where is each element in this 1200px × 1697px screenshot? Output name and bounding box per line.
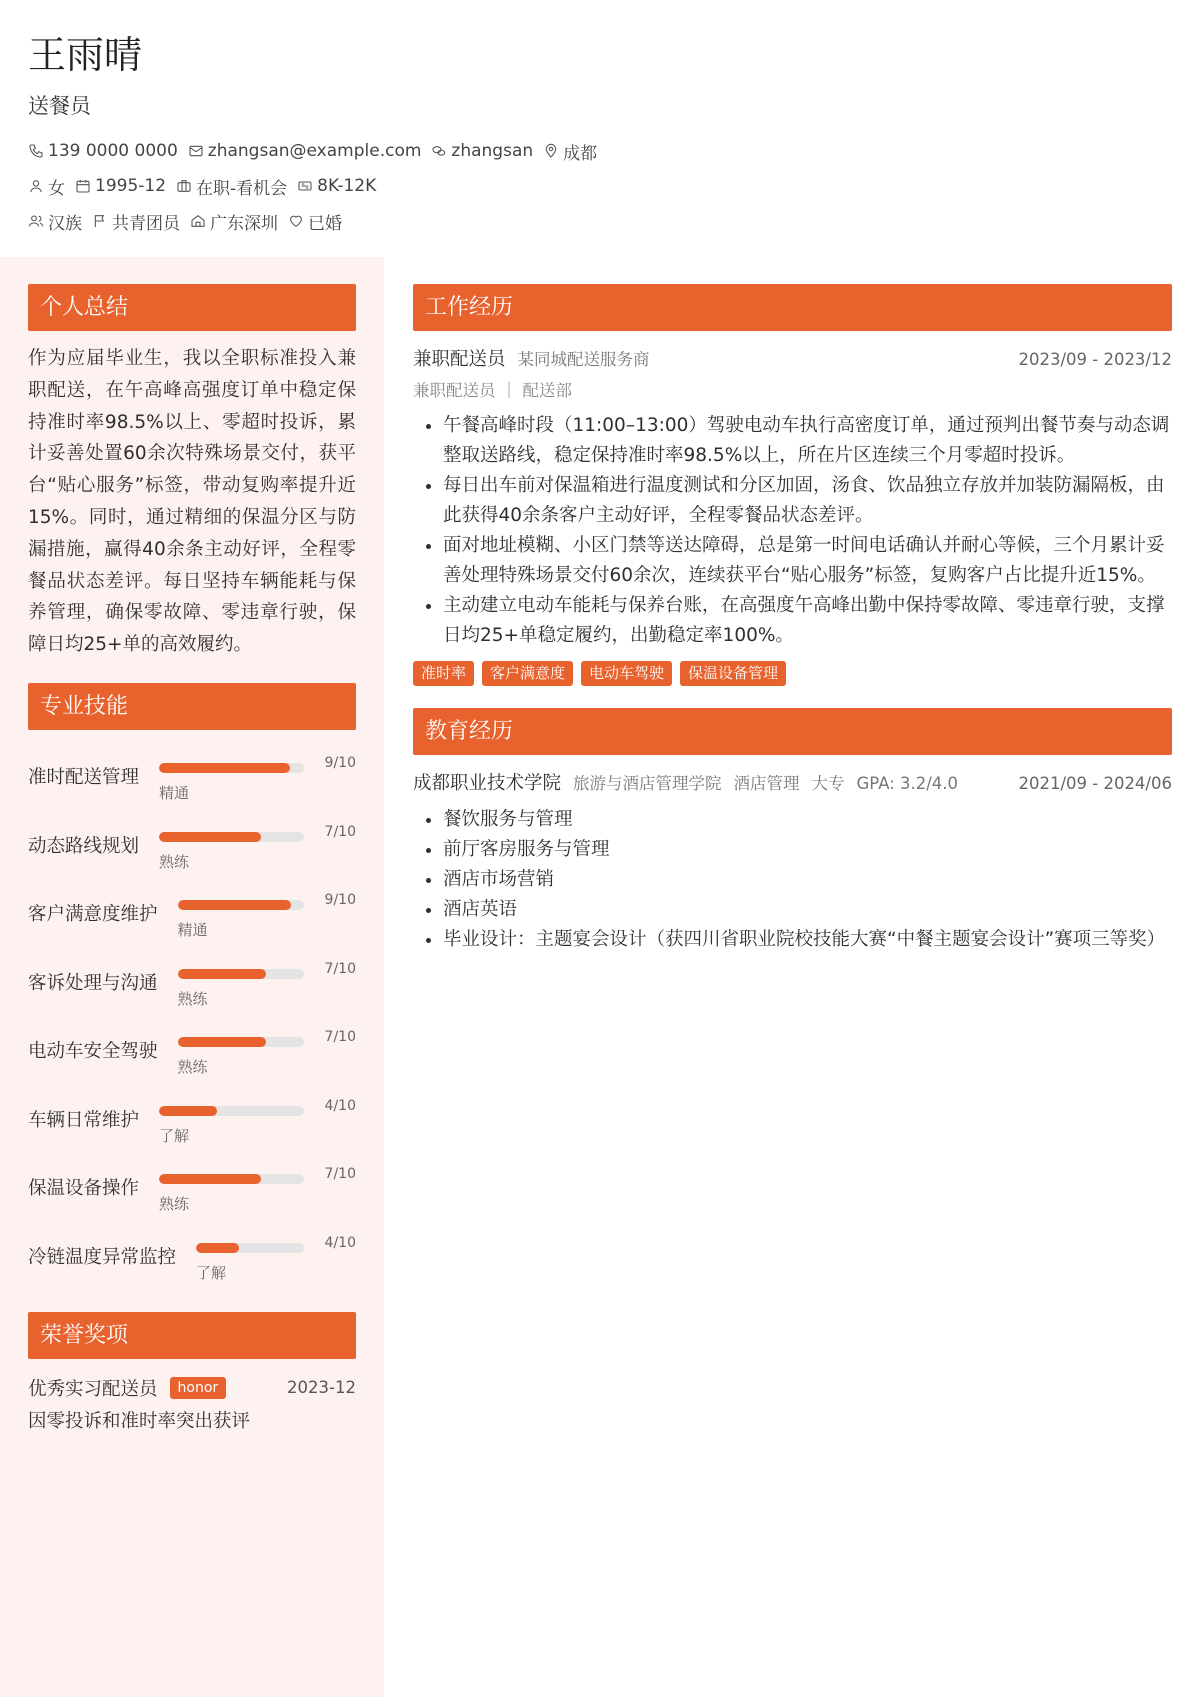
job-tags bbox=[413, 661, 1172, 686]
list-item: • 午餐高峰时段（11:00–13:00）驾驶电动车执行高密度订单，通过预判出餐节奏与动态调整取送路线，稳定保持准时率98.5%以上，所在片区连续三个月零超时投诉。 bbox=[443, 411, 1172, 471]
details-row-1 bbox=[28, 173, 1172, 199]
skill-meter bbox=[196, 1231, 356, 1281]
skill-name: 车辆日常维护 bbox=[28, 1109, 140, 1131]
skill-bar-fill bbox=[159, 763, 289, 773]
honor-description: 因零投诉和准时率突出获评 bbox=[28, 1410, 251, 1432]
job-title: 兼职配送员 bbox=[413, 349, 506, 370]
major-name: 酒店管理 bbox=[733, 774, 800, 793]
list-item: • 餐饮服务与管理 bbox=[443, 805, 1172, 835]
skill-row bbox=[28, 879, 356, 948]
skill-row bbox=[28, 1084, 356, 1153]
skill-meter bbox=[178, 957, 356, 1007]
skill-name: 客诉处理与沟通 bbox=[28, 972, 158, 994]
left-column bbox=[28, 284, 356, 1433]
degree: 大专 bbox=[811, 774, 845, 793]
skill-name: 动态路线规划 bbox=[28, 835, 140, 857]
skill-level: 熟练 bbox=[177, 1058, 208, 1077]
skill-name: 客户满意度维护 bbox=[28, 904, 158, 926]
skill-meter bbox=[178, 888, 356, 938]
skill-meter bbox=[159, 751, 356, 801]
wechat-icon bbox=[431, 143, 447, 159]
location-item: 成都 bbox=[543, 139, 597, 164]
skill-level: 熟练 bbox=[159, 852, 190, 871]
skill-bar-fill bbox=[159, 1174, 260, 1184]
right-column bbox=[413, 284, 1172, 955]
skill-score: 4/10 bbox=[324, 1234, 356, 1251]
tag: 电动车驾驶 bbox=[581, 661, 672, 686]
resume-header bbox=[28, 30, 1172, 234]
job-bullets bbox=[413, 411, 1172, 651]
birth-item: 1995-12 bbox=[75, 176, 166, 196]
skills-list bbox=[28, 742, 356, 1290]
skill-bar-fill bbox=[196, 1243, 239, 1253]
skill-row bbox=[28, 1016, 356, 1085]
honors-section-title: 荣誉奖项 bbox=[28, 1312, 356, 1359]
home-icon bbox=[190, 213, 206, 229]
skill-score: 9/10 bbox=[324, 892, 356, 909]
skill-score: 7/10 bbox=[324, 960, 356, 977]
skill-level: 了解 bbox=[196, 1263, 227, 1282]
honor-date: 2023-12 bbox=[287, 1378, 356, 1398]
briefcase-icon bbox=[176, 178, 192, 194]
summary-text: 作为应届毕业生，我以全职标准投入兼职配送，在午高峰高强度订单中稳定保持准时率98.5%以上、零超时投诉，累计妥善处置60余次特殊场景交付，获平台“贴心服务”标签，带动复购率提升近15%。同时，通过精细的保温分区与防漏措施，赢得40余条主动好评，全程零餐品状态差评。每日坚持车辆能耗与保养管理，确保零故障、零违章行驶，保障日均25+单的高效履约。 bbox=[28, 348, 356, 656]
hometown-item: 广东深圳 bbox=[190, 209, 278, 234]
skills-section-title: 专业技能 bbox=[28, 683, 356, 730]
skill-row bbox=[28, 1153, 356, 1222]
tag: 客户满意度 bbox=[482, 661, 573, 686]
phone-icon bbox=[28, 143, 44, 159]
phone-item[interactable]: 139 0000 0000 bbox=[28, 141, 178, 161]
tag: 保温设备管理 bbox=[680, 661, 786, 686]
skill-meter bbox=[159, 820, 356, 870]
heart-icon bbox=[288, 213, 304, 229]
college-name: 旅游与酒店管理学院 bbox=[573, 774, 722, 793]
gpa: GPA: 3.2/4.0 bbox=[856, 774, 959, 793]
education-header bbox=[413, 769, 1172, 795]
honor-badge: honor bbox=[170, 1377, 227, 1399]
skill-row bbox=[28, 810, 356, 879]
gender-item: 女 bbox=[28, 174, 65, 199]
user-icon bbox=[28, 178, 44, 194]
skill-level: 精通 bbox=[177, 921, 208, 940]
job-date: 2023/09 - 2023/12 bbox=[1018, 350, 1172, 369]
list-item: • 面对地址模糊、小区门禁等送达障碍，总是第一时间电话确认并耐心等候，三个月累计妥善处理特殊场景交付60余次，连续获平台“贴心服务”标签，复购客户占比提升近15%。 bbox=[443, 531, 1172, 591]
skill-bar-fill bbox=[159, 1106, 217, 1116]
skill-row bbox=[28, 947, 356, 1016]
details-row-2 bbox=[28, 208, 1172, 234]
skill-bar bbox=[178, 969, 304, 979]
skill-meter bbox=[178, 1025, 356, 1075]
skill-name: 准时配送管理 bbox=[28, 767, 140, 789]
skill-bar bbox=[159, 763, 304, 773]
skill-bar bbox=[196, 1243, 304, 1253]
skill-level: 熟练 bbox=[177, 989, 208, 1008]
work-section-title: 工作经历 bbox=[413, 284, 1172, 331]
salary-icon bbox=[297, 178, 313, 194]
honor-item bbox=[28, 1371, 356, 1433]
course-list bbox=[413, 805, 1172, 955]
skill-meter bbox=[159, 1094, 356, 1144]
skill-bar bbox=[178, 1037, 304, 1047]
skill-score: 7/10 bbox=[324, 1166, 356, 1183]
skill-bar bbox=[159, 1106, 304, 1116]
job-target: 送餐员 bbox=[28, 94, 91, 118]
skill-row bbox=[28, 1221, 356, 1290]
skill-bar-fill bbox=[178, 1037, 267, 1047]
skill-score: 9/10 bbox=[324, 755, 356, 772]
job-company: 某同城配送服务商 bbox=[517, 350, 650, 369]
ethnicity-item: 汉族 bbox=[28, 209, 82, 234]
skill-bar bbox=[159, 832, 304, 842]
users-icon bbox=[28, 213, 44, 229]
skill-bar bbox=[178, 900, 304, 910]
job-subtitle: 兼职配送员 ｜ 配送部 bbox=[413, 381, 572, 400]
status-item: 在职-看机会 bbox=[176, 174, 287, 199]
honor-title: 优秀实习配送员 bbox=[28, 1378, 158, 1400]
wechat-item[interactable]: zhangsan bbox=[431, 141, 533, 161]
skill-name: 保温设备操作 bbox=[28, 1178, 140, 1200]
list-item: • 酒店市场营销 bbox=[443, 865, 1172, 895]
skill-bar-fill bbox=[178, 900, 292, 910]
email-item[interactable]: zhangsan@example.com bbox=[188, 141, 422, 161]
list-item: • 酒店英语 bbox=[443, 895, 1172, 925]
skill-score: 7/10 bbox=[324, 1029, 356, 1046]
skill-level: 了解 bbox=[159, 1126, 190, 1145]
skill-meter bbox=[159, 1162, 356, 1212]
skill-name: 电动车安全驾驶 bbox=[28, 1041, 158, 1063]
skill-bar-fill bbox=[178, 969, 267, 979]
contact-row bbox=[28, 138, 1172, 164]
list-item: • 前厅客房服务与管理 bbox=[443, 835, 1172, 865]
location-icon bbox=[543, 143, 559, 159]
tag: 准时率 bbox=[413, 661, 474, 686]
list-item: • 主动建立电动车能耗与保养台账，在高强度午高峰出勤中保持零故障、零违章行驶，支撑日均25+单稳定履约，出勤稳定率100%。 bbox=[443, 591, 1172, 651]
salary-item: 8K-12K bbox=[297, 176, 376, 196]
skill-bar-fill bbox=[159, 832, 260, 842]
list-item: • 每日出车前对保温箱进行温度测试和分区加固，汤食、饮品独立存放并加装防漏隔板，由此获得40余条客户主动好评，全程零餐品状态差评。 bbox=[443, 471, 1172, 531]
skill-level: 熟练 bbox=[159, 1195, 190, 1214]
mail-icon bbox=[188, 143, 204, 159]
skill-name: 冷链温度异常监控 bbox=[28, 1246, 177, 1268]
skill-bar bbox=[159, 1174, 304, 1184]
skill-row bbox=[28, 742, 356, 811]
skill-score: 4/10 bbox=[324, 1097, 356, 1114]
marital-item: 已婚 bbox=[288, 209, 342, 234]
flag-icon bbox=[92, 213, 108, 229]
candidate-name: 王雨晴 bbox=[28, 33, 143, 77]
calendar-icon bbox=[75, 178, 91, 194]
school-name: 成都职业技术学院 bbox=[413, 773, 562, 794]
political-item: 共青团员 bbox=[92, 209, 180, 234]
skill-score: 7/10 bbox=[324, 823, 356, 840]
skill-level: 精通 bbox=[159, 784, 190, 803]
summary-section-title: 个人总结 bbox=[28, 284, 356, 331]
list-item: • 毕业设计：主题宴会设计（获四川省职业院校技能大赛“中餐主题宴会设计”赛项三等奖） bbox=[443, 925, 1172, 955]
job-header bbox=[413, 345, 1172, 371]
education-date: 2021/09 - 2024/06 bbox=[1018, 774, 1172, 793]
education-section-title: 教育经历 bbox=[413, 708, 1172, 755]
